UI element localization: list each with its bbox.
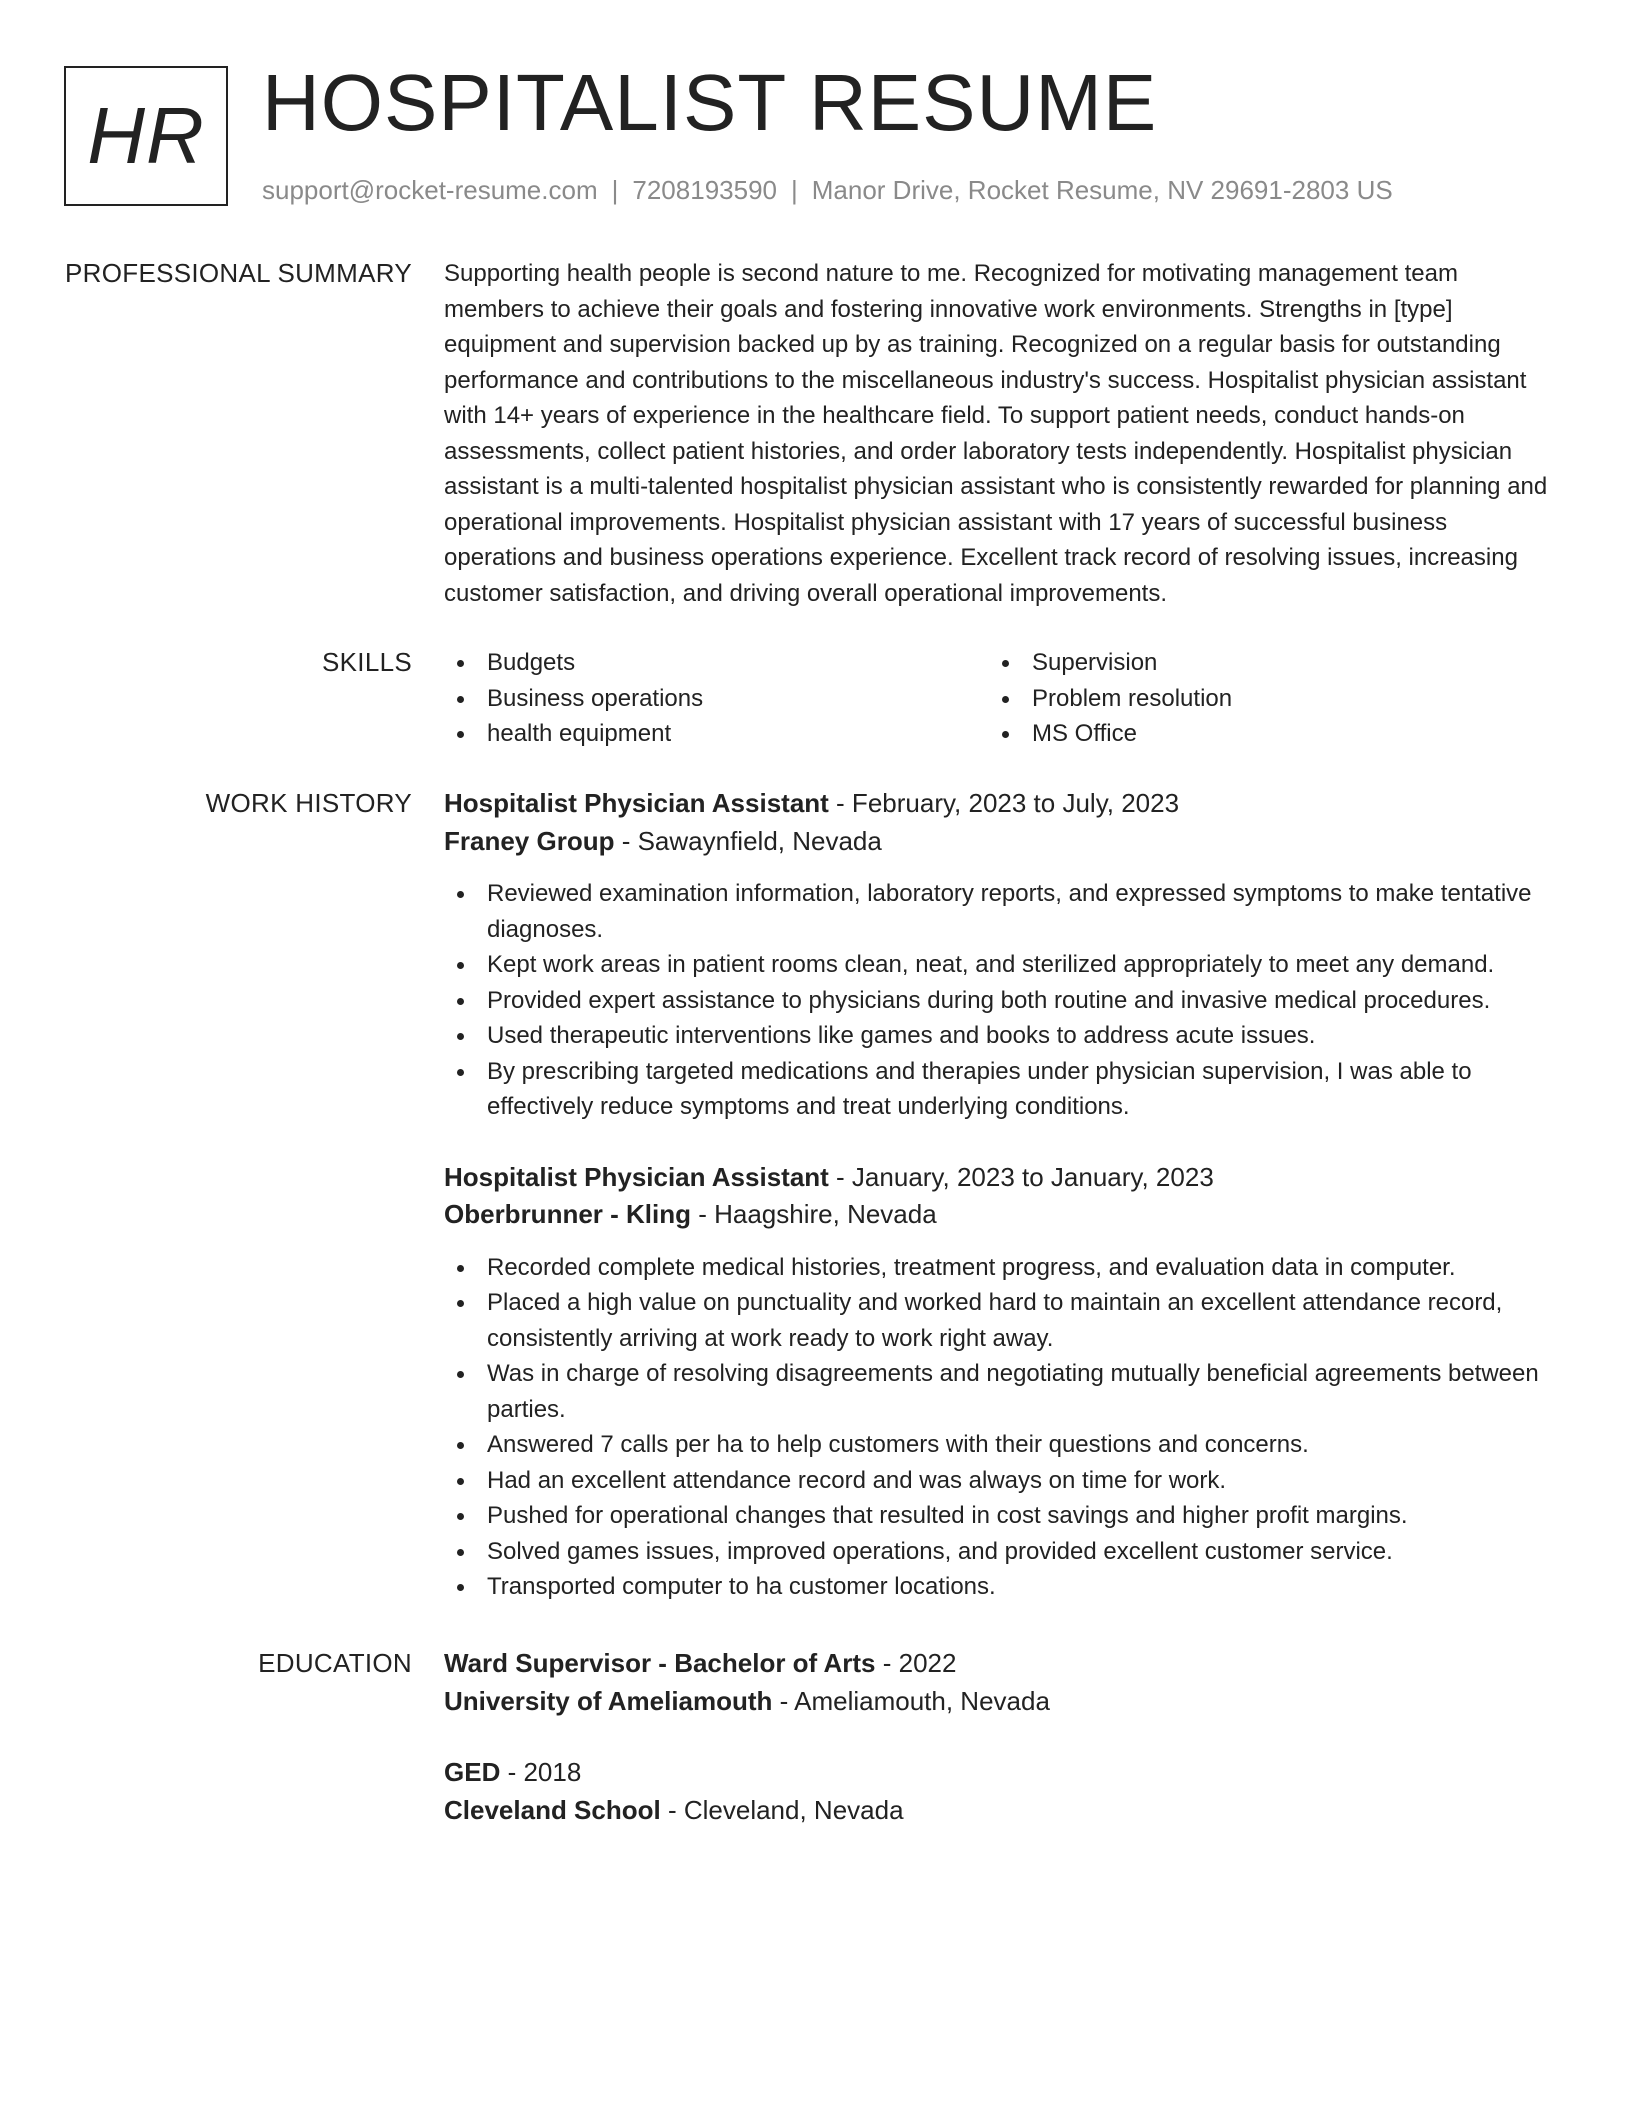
job-bullets xyxy=(444,1250,1556,1605)
address: Manor Drive, Rocket Resume, NV 29691-2803 US xyxy=(811,175,1393,205)
job-company-line xyxy=(444,1196,1556,1234)
graduation-year: - 2022 xyxy=(875,1648,957,1678)
school-line xyxy=(444,1683,1556,1721)
job-bullet: Solved games issues, improved operations, and provided excellent customer service. xyxy=(444,1534,1556,1570)
summary-text: Supporting health people is second nature to me. Recognized for motivating management team members to achieve their goals and fostering innovative work environments. Strengths in [type] equipment and supervision backed up by as training. Recognized on a regular basis for outstanding performance and contributions to the miscellaneous industry's success. Hospitalist physician assistant with 14+ years of experience in the healthcare field. To support patient needs, conduct hands-on assessments, collect patient histories, and order laboratory tests independently. Hospitalist physician assistant is a multi-talented hospitalist physician assistant who is consistently rewarded for planning and operational improvements. Hospitalist physician assistant with 17 years of successful business operations and business operations experience. Excellent track record of resolving issues, increasing customer satisfaction, and driving overall operational improvements. xyxy=(444,260,1548,607)
school: Cleveland School xyxy=(444,1794,661,1825)
phone-number: 7208193590 xyxy=(632,175,777,205)
skill-item: Supervision xyxy=(989,645,1534,681)
job-bullet: Had an excellent attendance record and was always on time for work. xyxy=(444,1463,1556,1499)
job-location: - Haagshire, Nevada xyxy=(691,1199,937,1229)
contact-line xyxy=(262,173,1393,207)
job-company: Oberbrunner - Kling xyxy=(444,1199,691,1229)
page-title: HOSPITALIST RESUME xyxy=(262,58,1158,147)
school-location: - Cleveland, Nevada xyxy=(660,1794,904,1825)
job-title: Hospitalist Physician Assistant xyxy=(444,1161,829,1192)
skill-item: health equipment xyxy=(444,716,989,752)
work-history-heading: WORK HISTORY xyxy=(205,788,412,818)
job-location: - Sawaynfield, Nevada xyxy=(614,825,882,856)
graduation-year: - 2018 xyxy=(500,1757,582,1787)
education-section xyxy=(444,1645,1556,1829)
job-dates: - February, 2023 to July, 2023 xyxy=(828,788,1180,818)
skills-section xyxy=(444,645,1556,752)
degree: GED xyxy=(444,1757,501,1787)
skills-column-right xyxy=(989,645,1534,752)
job-company: Franey Group xyxy=(444,825,615,856)
education-heading: EDUCATION xyxy=(258,1648,412,1678)
skills-heading: SKILLS xyxy=(322,647,412,677)
skill-item: Budgets xyxy=(444,645,989,681)
job-dates: - January, 2023 to January, 2023 xyxy=(828,1161,1214,1192)
skill-item: Problem resolution xyxy=(989,681,1534,717)
job-company-line xyxy=(444,823,1556,861)
degree: Ward Supervisor - Bachelor of Arts xyxy=(444,1648,876,1678)
school-line xyxy=(444,1792,1556,1830)
job-entry xyxy=(444,1159,1556,1605)
job-bullet: Placed a high value on punctuality and worked hard to maintain an excellent attendance record, consistently arriving at work ready to work right away. xyxy=(444,1285,1556,1356)
job-bullet: Reviewed examination information, laboratory reports, and expressed symptoms to make tentative diagnoses. xyxy=(444,876,1556,947)
job-bullets xyxy=(444,876,1556,1125)
job-bullet: Kept work areas in patient rooms clean, neat, and sterilized appropriately to meet any demand. xyxy=(444,947,1556,983)
summary-heading: PROFESSIONAL SUMMARY xyxy=(65,258,412,288)
job-title-line xyxy=(444,785,1556,823)
job-bullet: Was in charge of resolving disagreements and negotiating mutually beneficial agreements between parties. xyxy=(444,1356,1556,1427)
job-bullet: Used therapeutic interventions like games and books to address acute issues. xyxy=(444,1018,1556,1054)
summary-section xyxy=(444,256,1556,611)
degree-line xyxy=(444,1754,1556,1792)
school: University of Ameliamouth xyxy=(444,1685,773,1716)
monogram-logo: HR xyxy=(64,66,228,206)
job-bullet: Answered 7 calls per ha to help customers with their questions and concerns. xyxy=(444,1427,1556,1463)
job-entry xyxy=(444,785,1556,1125)
school-location: - Ameliamouth, Nevada xyxy=(772,1685,1050,1716)
job-bullet: Recorded complete medical histories, treatment progress, and evaluation data in computer. xyxy=(444,1250,1556,1286)
job-bullet: Pushed for operational changes that resulted in cost savings and higher profit margins. xyxy=(444,1498,1556,1534)
job-bullet: Provided expert assistance to physicians during both routine and invasive medical procedures. xyxy=(444,983,1556,1019)
degree-line xyxy=(444,1645,1556,1683)
education-entry xyxy=(444,1754,1556,1829)
education-entry xyxy=(444,1645,1556,1720)
job-bullet: Transported computer to ha customer locations. xyxy=(444,1569,1556,1605)
contact-separator: | xyxy=(791,175,798,205)
skill-item: Business operations xyxy=(444,681,989,717)
job-title: Hospitalist Physician Assistant xyxy=(444,788,829,818)
job-bullet: By prescribing targeted medications and therapies under physician supervision, I was able to effectively reduce symptoms and treat underlying conditions. xyxy=(444,1054,1556,1125)
contact-separator: | xyxy=(611,175,619,205)
email-link[interactable]: support@rocket-resume.com xyxy=(262,175,598,205)
skills-column-left xyxy=(444,645,989,752)
work-history-section xyxy=(444,785,1556,1605)
skill-item: MS Office xyxy=(989,716,1534,752)
job-title-line xyxy=(444,1159,1556,1197)
